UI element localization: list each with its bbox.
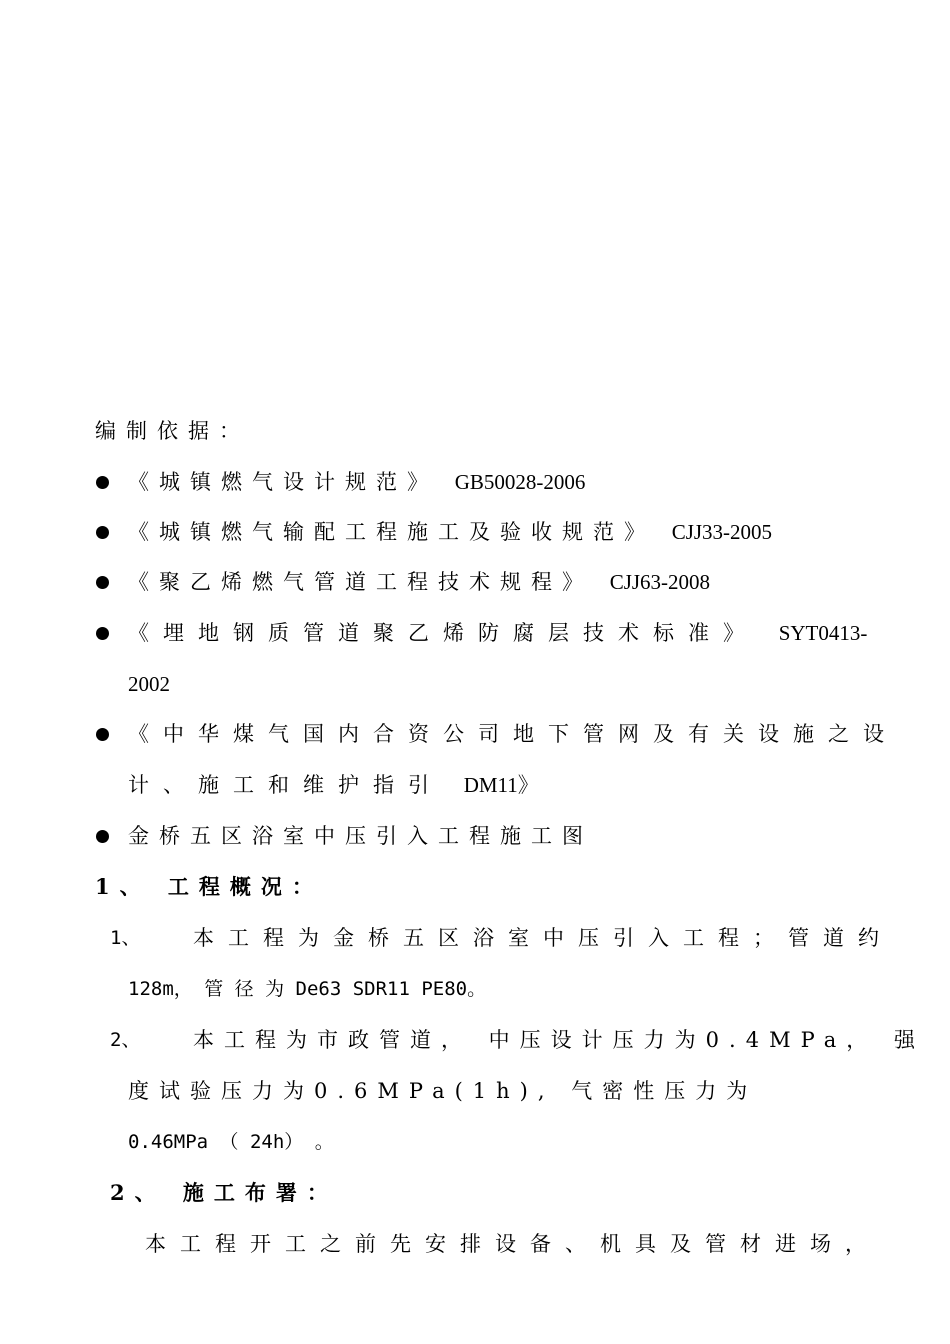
basis-item-continuation-text: 计、施工和维护指引 xyxy=(128,773,443,797)
basis-item-code: SYT0413- xyxy=(778,621,868,645)
section-1-item-1-number: 1、 xyxy=(110,927,141,949)
bullet-dot xyxy=(96,576,109,589)
section-1-item-2-line-2: 度试验压力为0.6MPa(1h), 气密性压力为 xyxy=(128,1079,758,1103)
basis-item-code: GB50028-2006 xyxy=(454,470,586,494)
bullet-dot xyxy=(96,526,109,539)
basis-item-1 xyxy=(128,469,585,495)
basis-item-close-quote: 》 xyxy=(517,773,553,797)
basis-item-title: 《城镇燃气输配工程施工及验收规范》 xyxy=(128,520,655,544)
basis-item-title: 《城镇燃气设计规范》 xyxy=(128,470,438,494)
basis-item-3 xyxy=(128,569,710,595)
basis-item-5: 《中华煤气国内合资公司地下管网及有关设施之设 xyxy=(128,722,898,746)
section-1-item-2-line-1: 本工程为市政管道， 中压设计压力为0.4MPa， 强 xyxy=(193,1028,925,1052)
basis-item-title: 《埋地钢质管道聚乙烯防腐层技术标准》 xyxy=(128,621,758,645)
bullet-dot xyxy=(96,728,109,741)
basis-item-6: 金桥五区浴室中压引入工程施工图 xyxy=(128,824,593,848)
basis-heading: 编制依据： xyxy=(95,419,250,443)
section-1-item-2-number: 2、 xyxy=(110,1029,141,1051)
basis-item-4 xyxy=(128,620,867,646)
basis-item-4-continuation: 2002 xyxy=(128,672,170,696)
section-2-paragraph: 本工程开工之前先安排设备、机具及管材进场， xyxy=(145,1232,880,1256)
section-1-item-1-line-1: 本工程为金桥五区浴室中压引入工程；管道约 xyxy=(193,926,893,950)
basis-item-code: CJJ33-2005 xyxy=(671,520,773,544)
basis-item-code: CJJ63-2008 xyxy=(609,570,711,594)
section-1-item-1-line-2: 128m， 管 径 为 De63 SDR11 PE80。 xyxy=(128,978,487,1000)
bullet-dot xyxy=(96,627,109,640)
basis-item-title: 《聚乙烯燃气管道工程技术规程》 xyxy=(128,570,593,594)
bullet-dot xyxy=(96,830,109,843)
section-1-heading: 1、 工程概况： xyxy=(95,874,323,899)
basis-item-code: DM11 xyxy=(463,773,518,797)
basis-item-5-continuation xyxy=(128,772,553,798)
section-1-item-2-line-3: 0.46MPa （ 24h） 。 xyxy=(128,1131,334,1153)
bullet-dot xyxy=(96,476,109,489)
section-2-heading: 2、 施工布署： xyxy=(110,1180,338,1205)
basis-item-2 xyxy=(128,519,772,545)
